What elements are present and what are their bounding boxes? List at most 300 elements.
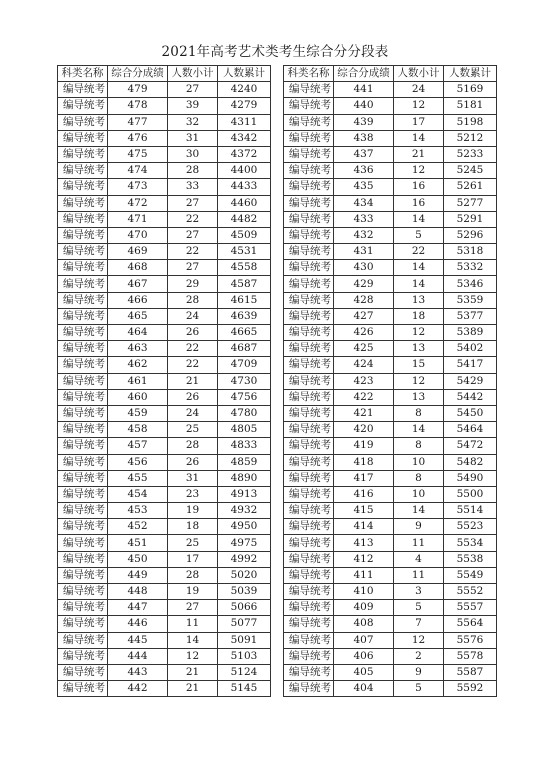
cell-score: 455: [108, 470, 168, 486]
cell-subject: 编导统考: [284, 357, 334, 373]
cell-subject: 编导统考: [284, 519, 334, 535]
cell-score: 444: [108, 648, 168, 664]
cell-count: 9: [394, 664, 444, 680]
cell-subject: 编导统考: [58, 341, 108, 357]
cell-score: 475: [108, 146, 168, 162]
cell-cumulative: 5552: [444, 584, 497, 600]
cell-score: 448: [108, 584, 168, 600]
table-row: [58, 405, 271, 421]
cell-score: 430: [334, 260, 394, 276]
cell-subject: 编导统考: [284, 389, 334, 405]
table-row: [284, 373, 497, 389]
cell-score: 415: [334, 503, 394, 519]
cell-count: 24: [394, 82, 444, 98]
cell-count: 5: [394, 227, 444, 243]
cell-count: 18: [168, 519, 218, 535]
cell-score: 419: [334, 438, 394, 454]
cell-score: 479: [108, 82, 168, 98]
cell-score: 442: [108, 681, 168, 697]
table-row: [58, 357, 271, 373]
table-row: [58, 616, 271, 632]
table-row: [284, 519, 497, 535]
cell-cumulative: 5464: [444, 422, 497, 438]
cell-count: 14: [394, 260, 444, 276]
table-row: [284, 422, 497, 438]
header-subject: 科类名称: [58, 66, 108, 82]
cell-score: 450: [108, 551, 168, 567]
cell-cumulative: 5198: [444, 114, 497, 130]
cell-cumulative: 5169: [444, 82, 497, 98]
table-row: [58, 535, 271, 551]
table-row: [284, 405, 497, 421]
table-row: [58, 422, 271, 438]
table-row: [58, 227, 271, 243]
cell-subject: 编导统考: [284, 454, 334, 470]
cell-cumulative: 5587: [444, 664, 497, 680]
cell-cumulative: 5181: [444, 98, 497, 114]
cell-score: 447: [108, 600, 168, 616]
cell-score: 446: [108, 616, 168, 632]
cell-score: 413: [334, 535, 394, 551]
cell-cumulative: 5346: [444, 276, 497, 292]
cell-count: 8: [394, 438, 444, 454]
header-count: 人数小计: [394, 66, 444, 82]
cell-subject: 编导统考: [284, 341, 334, 357]
cell-cumulative: 5557: [444, 600, 497, 616]
cell-score: 425: [334, 341, 394, 357]
table-row: [58, 98, 271, 114]
cell-subject: 编导统考: [58, 648, 108, 664]
cell-score: 458: [108, 422, 168, 438]
cell-count: 31: [168, 130, 218, 146]
cell-subject: 编导统考: [284, 227, 334, 243]
header-score: 综合分成绩: [108, 66, 168, 82]
table-row: [284, 114, 497, 130]
cell-count: 17: [168, 551, 218, 567]
table-row: [284, 648, 497, 664]
cell-count: 4: [394, 551, 444, 567]
cell-count: 14: [394, 422, 444, 438]
cell-count: 30: [168, 146, 218, 162]
cell-score: 420: [334, 422, 394, 438]
cell-score: 421: [334, 405, 394, 421]
table-row: [284, 244, 497, 260]
cell-count: 27: [168, 260, 218, 276]
cell-score: 433: [334, 211, 394, 227]
table-row: [284, 600, 497, 616]
cell-cumulative: 5402: [444, 341, 497, 357]
table-row: [284, 486, 497, 502]
cell-cumulative: 5442: [444, 389, 497, 405]
cell-score: 438: [334, 130, 394, 146]
cell-count: 22: [394, 244, 444, 260]
cell-count: 28: [168, 292, 218, 308]
cell-count: 29: [168, 276, 218, 292]
cell-cumulative: 4311: [218, 114, 271, 130]
cell-subject: 编导统考: [58, 503, 108, 519]
cell-count: 39: [168, 98, 218, 114]
cell-cumulative: 4756: [218, 389, 271, 405]
cell-subject: 编导统考: [284, 438, 334, 454]
cell-count: 14: [394, 130, 444, 146]
cell-cumulative: 4400: [218, 163, 271, 179]
cell-subject: 编导统考: [58, 486, 108, 502]
table-row: [58, 551, 271, 567]
cell-count: 13: [394, 389, 444, 405]
cell-count: 19: [168, 584, 218, 600]
cell-score: 423: [334, 373, 394, 389]
cell-score: 468: [108, 260, 168, 276]
cell-subject: 编导统考: [284, 82, 334, 98]
cell-score: 439: [334, 114, 394, 130]
table-row: [284, 503, 497, 519]
table-row: [58, 567, 271, 583]
cell-subject: 编导统考: [58, 98, 108, 114]
cell-count: 11: [394, 567, 444, 583]
cell-score: 428: [334, 292, 394, 308]
cell-cumulative: 5389: [444, 325, 497, 341]
cell-cumulative: 5377: [444, 308, 497, 324]
cell-score: 435: [334, 179, 394, 195]
table-row: [284, 616, 497, 632]
cell-subject: 编导统考: [58, 114, 108, 130]
cell-score: 452: [108, 519, 168, 535]
page-title: 2021年高考艺术类考生综合分分段表: [161, 44, 389, 60]
table-row: [58, 470, 271, 486]
cell-cumulative: 4460: [218, 195, 271, 211]
table-row: [58, 632, 271, 648]
cell-subject: 编导统考: [58, 567, 108, 583]
cell-subject: 编导统考: [58, 292, 108, 308]
cell-score: 466: [108, 292, 168, 308]
table-row: [284, 82, 497, 98]
cell-count: 24: [168, 405, 218, 421]
cell-count: 9: [394, 519, 444, 535]
cell-subject: 编导统考: [58, 244, 108, 260]
header-cumulative: 人数累计: [218, 66, 271, 82]
cell-cumulative: 5549: [444, 567, 497, 583]
table-row: [284, 276, 497, 292]
table-row: [58, 114, 271, 130]
cell-subject: 编导统考: [284, 179, 334, 195]
table-row: [284, 195, 497, 211]
table-row: [284, 584, 497, 600]
cell-subject: 编导统考: [58, 195, 108, 211]
cell-score: 461: [108, 373, 168, 389]
cell-subject: 编导统考: [284, 405, 334, 421]
cell-count: 16: [394, 179, 444, 195]
cell-subject: 编导统考: [58, 681, 108, 697]
cell-score: 457: [108, 438, 168, 454]
cell-score: 456: [108, 454, 168, 470]
table-row: [284, 389, 497, 405]
cell-subject: 编导统考: [284, 244, 334, 260]
cell-cumulative: 5538: [444, 551, 497, 567]
cell-subject: 编导统考: [58, 357, 108, 373]
cell-count: 17: [394, 114, 444, 130]
cell-score: 464: [108, 325, 168, 341]
cell-score: 432: [334, 227, 394, 243]
cell-subject: 编导统考: [58, 308, 108, 324]
cell-subject: 编导统考: [58, 389, 108, 405]
cell-subject: 编导统考: [58, 535, 108, 551]
cell-count: 8: [394, 470, 444, 486]
cell-count: 21: [394, 146, 444, 162]
cell-cumulative: 4950: [218, 519, 271, 535]
cell-cumulative: 5296: [444, 227, 497, 243]
cell-subject: 编导统考: [284, 308, 334, 324]
cell-count: 19: [168, 503, 218, 519]
header-cumulative: 人数累计: [444, 66, 497, 82]
cell-count: 22: [168, 244, 218, 260]
cell-cumulative: 4665: [218, 325, 271, 341]
cell-subject: 编导统考: [58, 405, 108, 421]
cell-cumulative: 5077: [218, 616, 271, 632]
cell-count: 13: [394, 341, 444, 357]
cell-count: 28: [168, 567, 218, 583]
cell-score: 412: [334, 551, 394, 567]
cell-cumulative: 5291: [444, 211, 497, 227]
table-row: [58, 211, 271, 227]
cell-score: 436: [334, 163, 394, 179]
cell-score: 414: [334, 519, 394, 535]
cell-cumulative: 5523: [444, 519, 497, 535]
cell-cumulative: 4859: [218, 454, 271, 470]
cell-score: 440: [334, 98, 394, 114]
table-row: [58, 600, 271, 616]
cell-cumulative: 4482: [218, 211, 271, 227]
cell-count: 12: [394, 632, 444, 648]
cell-score: 477: [108, 114, 168, 130]
table-row: [284, 632, 497, 648]
table-row: [284, 260, 497, 276]
cell-count: 13: [394, 292, 444, 308]
table-row: [284, 470, 497, 486]
cell-cumulative: 4240: [218, 82, 271, 98]
cell-score: 462: [108, 357, 168, 373]
cell-subject: 编导统考: [58, 179, 108, 195]
cell-subject: 编导统考: [284, 664, 334, 680]
table-row: [284, 535, 497, 551]
cell-score: 465: [108, 308, 168, 324]
cell-subject: 编导统考: [58, 130, 108, 146]
cell-subject: 编导统考: [284, 616, 334, 632]
cell-score: 411: [334, 567, 394, 583]
table-row: [284, 325, 497, 341]
cell-cumulative: 5564: [444, 616, 497, 632]
table-row: [58, 373, 271, 389]
cell-count: 28: [168, 163, 218, 179]
score-table-right: [283, 65, 497, 697]
table-row: [58, 244, 271, 260]
cell-count: 31: [168, 470, 218, 486]
table-row: [58, 82, 271, 98]
cell-cumulative: 5145: [218, 681, 271, 697]
cell-subject: 编导统考: [284, 567, 334, 583]
cell-count: 10: [394, 486, 444, 502]
cell-cumulative: 4372: [218, 146, 271, 162]
cell-score: 453: [108, 503, 168, 519]
cell-cumulative: 5534: [444, 535, 497, 551]
cell-cumulative: 4780: [218, 405, 271, 421]
cell-subject: 编导统考: [58, 260, 108, 276]
cell-subject: 编导统考: [284, 470, 334, 486]
cell-cumulative: 5450: [444, 405, 497, 421]
table-row: [58, 260, 271, 276]
cell-cumulative: 5490: [444, 470, 497, 486]
table-row: [58, 195, 271, 211]
cell-cumulative: 4730: [218, 373, 271, 389]
table-row: [284, 551, 497, 567]
cell-cumulative: 4639: [218, 308, 271, 324]
cell-score: 459: [108, 405, 168, 421]
table-row: [284, 567, 497, 583]
cell-cumulative: 4975: [218, 535, 271, 551]
cell-subject: 编导统考: [284, 146, 334, 162]
cell-count: 14: [394, 276, 444, 292]
cell-count: 3: [394, 584, 444, 600]
cell-cumulative: 5233: [444, 146, 497, 162]
cell-subject: 编导统考: [58, 551, 108, 567]
table-row: [284, 308, 497, 324]
cell-score: 470: [108, 227, 168, 243]
cell-cumulative: 5124: [218, 664, 271, 680]
table-row: [58, 681, 271, 697]
cell-count: 32: [168, 114, 218, 130]
cell-count: 23: [168, 486, 218, 502]
cell-cumulative: 4709: [218, 357, 271, 373]
cell-score: 416: [334, 486, 394, 502]
cell-cumulative: 4992: [218, 551, 271, 567]
cell-count: 2: [394, 648, 444, 664]
cell-score: 431: [334, 244, 394, 260]
cell-count: 5: [394, 600, 444, 616]
cell-cumulative: 4342: [218, 130, 271, 146]
cell-subject: 编导统考: [284, 373, 334, 389]
cell-count: 33: [168, 179, 218, 195]
table-row: [58, 341, 271, 357]
cell-cumulative: 5066: [218, 600, 271, 616]
cell-count: 25: [168, 535, 218, 551]
cell-cumulative: 4279: [218, 98, 271, 114]
cell-subject: 编导统考: [58, 664, 108, 680]
table-row: [284, 130, 497, 146]
table-row: [284, 227, 497, 243]
cell-score: 476: [108, 130, 168, 146]
cell-subject: 编导统考: [284, 503, 334, 519]
cell-subject: 编导统考: [58, 584, 108, 600]
cell-count: 18: [394, 308, 444, 324]
table-row: [58, 146, 271, 162]
cell-subject: 编导统考: [284, 600, 334, 616]
cell-score: 463: [108, 341, 168, 357]
cell-score: 445: [108, 632, 168, 648]
cell-score: 427: [334, 308, 394, 324]
cell-count: 15: [394, 357, 444, 373]
cell-count: 12: [394, 163, 444, 179]
cell-subject: 编导统考: [284, 422, 334, 438]
cell-cumulative: 4615: [218, 292, 271, 308]
cell-subject: 编导统考: [284, 130, 334, 146]
cell-count: 22: [168, 211, 218, 227]
cell-cumulative: 5039: [218, 584, 271, 600]
table-row: [58, 486, 271, 502]
cell-cumulative: 5332: [444, 260, 497, 276]
cell-cumulative: 5500: [444, 486, 497, 502]
cell-cumulative: 5578: [444, 648, 497, 664]
cell-subject: 编导统考: [58, 146, 108, 162]
cell-score: 467: [108, 276, 168, 292]
cell-count: 27: [168, 82, 218, 98]
cell-count: 26: [168, 454, 218, 470]
cell-score: 451: [108, 535, 168, 551]
cell-count: 10: [394, 454, 444, 470]
cell-score: 471: [108, 211, 168, 227]
cell-subject: 编导统考: [58, 454, 108, 470]
cell-count: 12: [394, 325, 444, 341]
cell-cumulative: 4509: [218, 227, 271, 243]
cell-subject: 编导统考: [58, 519, 108, 535]
cell-subject: 编导统考: [284, 632, 334, 648]
table-row: [58, 325, 271, 341]
cell-count: 11: [394, 535, 444, 551]
cell-subject: 编导统考: [58, 276, 108, 292]
cell-cumulative: 4833: [218, 438, 271, 454]
cell-cumulative: 5261: [444, 179, 497, 195]
cell-count: 16: [394, 195, 444, 211]
cell-score: 474: [108, 163, 168, 179]
cell-count: 21: [168, 681, 218, 697]
cell-score: 405: [334, 664, 394, 680]
table-row: [284, 292, 497, 308]
cell-subject: 编导统考: [58, 632, 108, 648]
table-row: [58, 519, 271, 535]
cell-count: 12: [394, 98, 444, 114]
table-row: [58, 664, 271, 680]
cell-cumulative: 5472: [444, 438, 497, 454]
cell-score: 469: [108, 244, 168, 260]
cell-score: 410: [334, 584, 394, 600]
cell-subject: 编导统考: [284, 260, 334, 276]
cell-score: 417: [334, 470, 394, 486]
cell-score: 460: [108, 389, 168, 405]
cell-cumulative: 5020: [218, 567, 271, 583]
table-row: [58, 292, 271, 308]
cell-count: 22: [168, 357, 218, 373]
table-row: [284, 163, 497, 179]
cell-score: 449: [108, 567, 168, 583]
cell-subject: 编导统考: [58, 227, 108, 243]
cell-score: 429: [334, 276, 394, 292]
cell-subject: 编导统考: [284, 114, 334, 130]
cell-cumulative: 5592: [444, 681, 497, 697]
cell-cumulative: 5277: [444, 195, 497, 211]
cell-subject: 编导统考: [284, 195, 334, 211]
cell-cumulative: 5576: [444, 632, 497, 648]
cell-count: 8: [394, 405, 444, 421]
cell-subject: 编导统考: [58, 438, 108, 454]
cell-subject: 编导统考: [284, 211, 334, 227]
cell-count: 7: [394, 616, 444, 632]
cell-cumulative: 4890: [218, 470, 271, 486]
table-row: [284, 438, 497, 454]
cell-subject: 编导统考: [284, 292, 334, 308]
cell-cumulative: 5359: [444, 292, 497, 308]
cell-cumulative: 5482: [444, 454, 497, 470]
cell-score: 473: [108, 179, 168, 195]
cell-count: 25: [168, 422, 218, 438]
table-row: [284, 146, 497, 162]
